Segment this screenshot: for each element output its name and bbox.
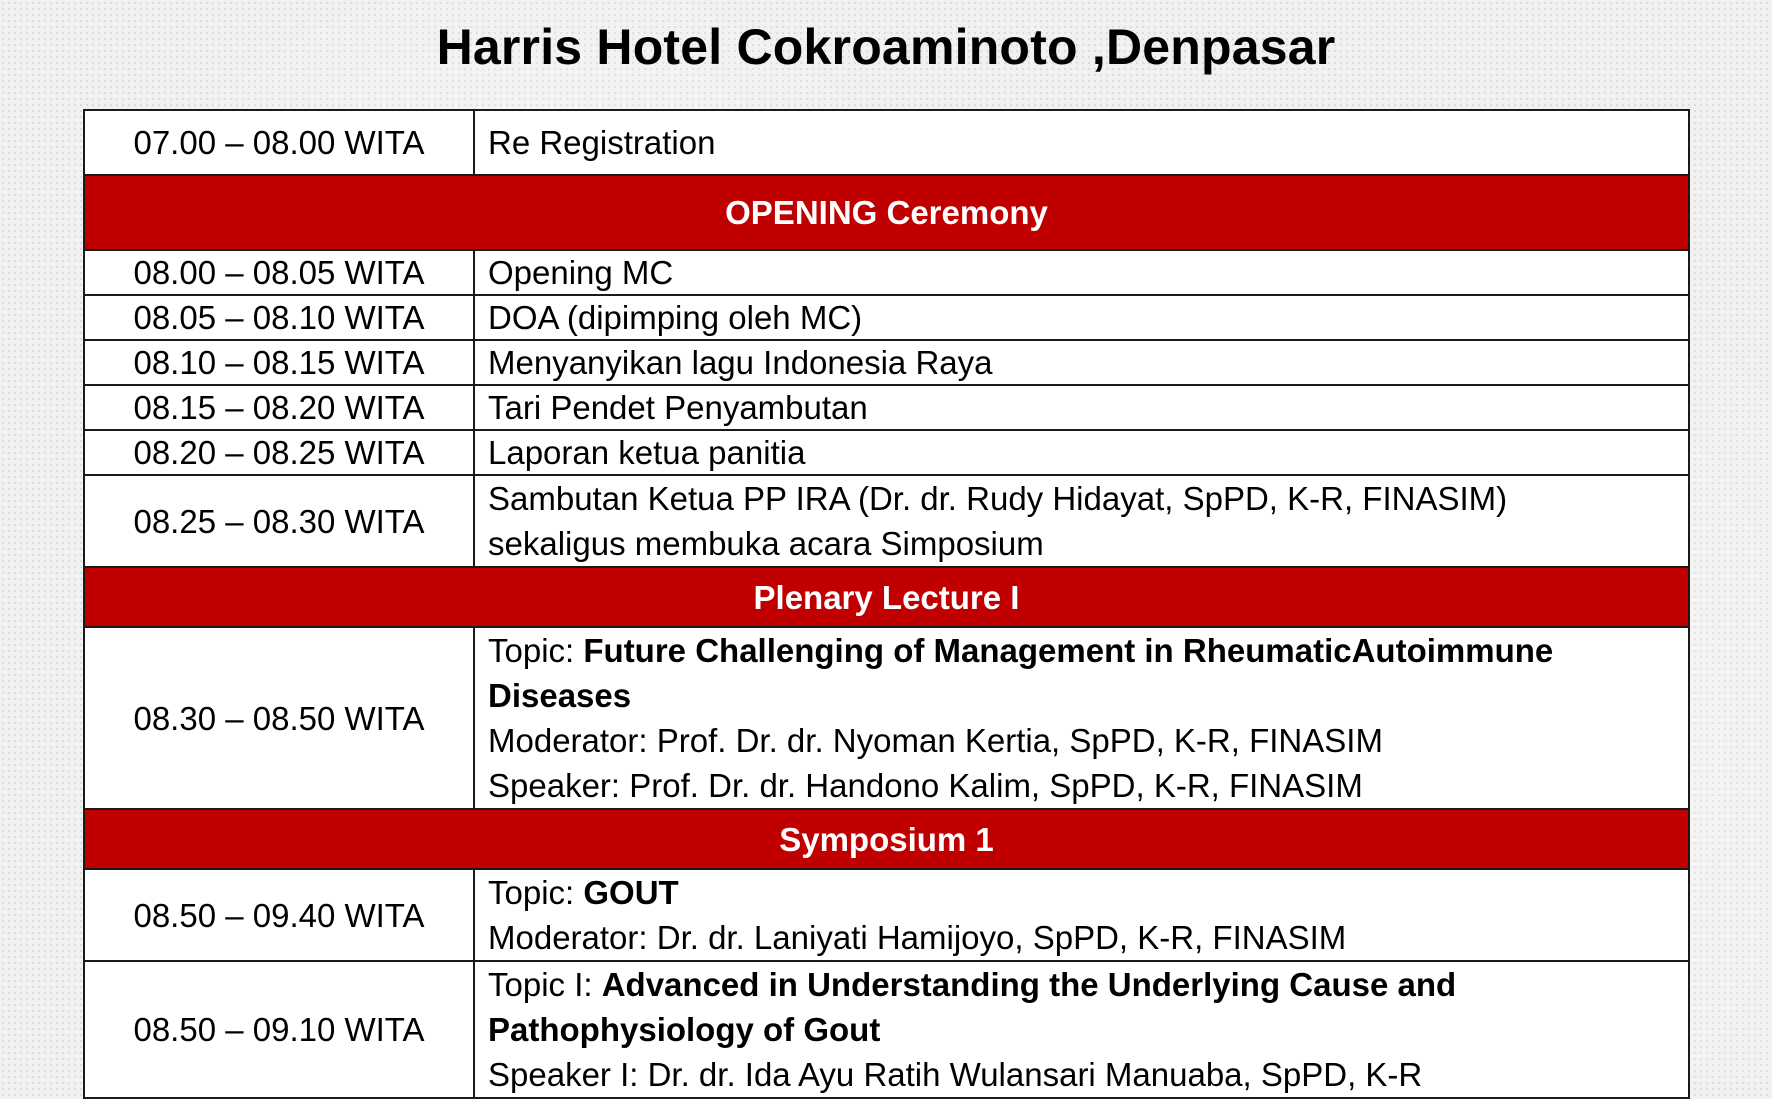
time-cell: 08.10 – 08.15 WITA [84,340,474,385]
activity-cell: DOA (dipimping oleh MC) [474,295,1689,340]
section-header-symposium [84,809,1689,869]
section-header-plenary [84,567,1689,627]
table-row [84,961,1689,1098]
section-title: Symposium 1 [84,809,1689,869]
section-header-opening [84,175,1689,250]
section-title: Plenary Lecture I [84,567,1689,627]
activity-cell [474,475,1689,567]
time-cell: 08.50 – 09.10 WITA [84,961,474,1098]
topic-title: Advanced in Understanding the Underlying Cause and [601,966,1457,1003]
table-row [84,250,1689,295]
speaker-line: Speaker: Prof. Dr. dr. Handono Kalim, SpPD, K-R, FINASIM [488,767,1363,804]
activity-cell: Opening MC [474,250,1689,295]
topic-title: GOUT [583,874,679,911]
table-row [84,295,1689,340]
moderator-line: Moderator: Dr. dr. Laniyati Hamijoyo, SpPD, K-R, FINASIM [488,919,1347,956]
table-row [84,110,1689,175]
topic-line [488,870,1680,915]
time-cell: 08.50 – 09.40 WITA [84,869,474,961]
topic-title: Future Challenging of Management in RheumaticAutoimmune [583,632,1554,669]
time-cell: 08.00 – 08.05 WITA [84,250,474,295]
speaker-line: Speaker I: Dr. dr. Ida Ayu Ratih Wulansari Manuaba, SpPD, K-R [488,1056,1423,1093]
time-cell: 07.00 – 08.00 WITA [84,110,474,175]
topic-label: Topic I: [488,966,602,1003]
table-row [84,385,1689,430]
activity-cell: Re Registration [474,110,1689,175]
table-row [84,340,1689,385]
topic-title-continued: Diseases [488,677,632,714]
activity-cell [474,869,1689,961]
schedule-table [83,109,1690,1099]
topic-label: Topic: [488,874,584,911]
table-row [84,627,1689,809]
topic-label: Topic: [488,632,584,669]
topic-line [488,628,1680,673]
time-cell: 08.25 – 08.30 WITA [84,475,474,567]
page-title: Harris Hotel Cokroaminoto ,Denpasar [436,19,1336,75]
time-cell: 08.20 – 08.25 WITA [84,430,474,475]
time-cell: 08.05 – 08.10 WITA [84,295,474,340]
activity-line: Sambutan Ketua PP IRA (Dr. dr. Rudy Hidayat, SpPD, K-R, FINASIM) [488,480,1508,517]
activity-cell [474,961,1689,1098]
table-row [84,475,1689,567]
time-cell: 08.30 – 08.50 WITA [84,627,474,809]
topic-title-continued: Pathophysiology of Gout [488,1011,881,1048]
activity-cell: Menyanyikan lagu Indonesia Raya [474,340,1689,385]
activity-line: sekaligus membuka acara Simposium [488,525,1044,562]
activity-cell: Tari Pendet Penyambutan [474,385,1689,430]
time-cell: 08.15 – 08.20 WITA [84,385,474,430]
table-row [84,869,1689,961]
table-row [84,430,1689,475]
activity-cell [474,627,1689,809]
topic-line [488,962,1680,1007]
moderator-line: Moderator: Prof. Dr. dr. Nyoman Kertia, SpPD, K-R, FINASIM [488,722,1383,759]
section-title: OPENING Ceremony [84,175,1689,250]
activity-cell: Laporan ketua panitia [474,430,1689,475]
